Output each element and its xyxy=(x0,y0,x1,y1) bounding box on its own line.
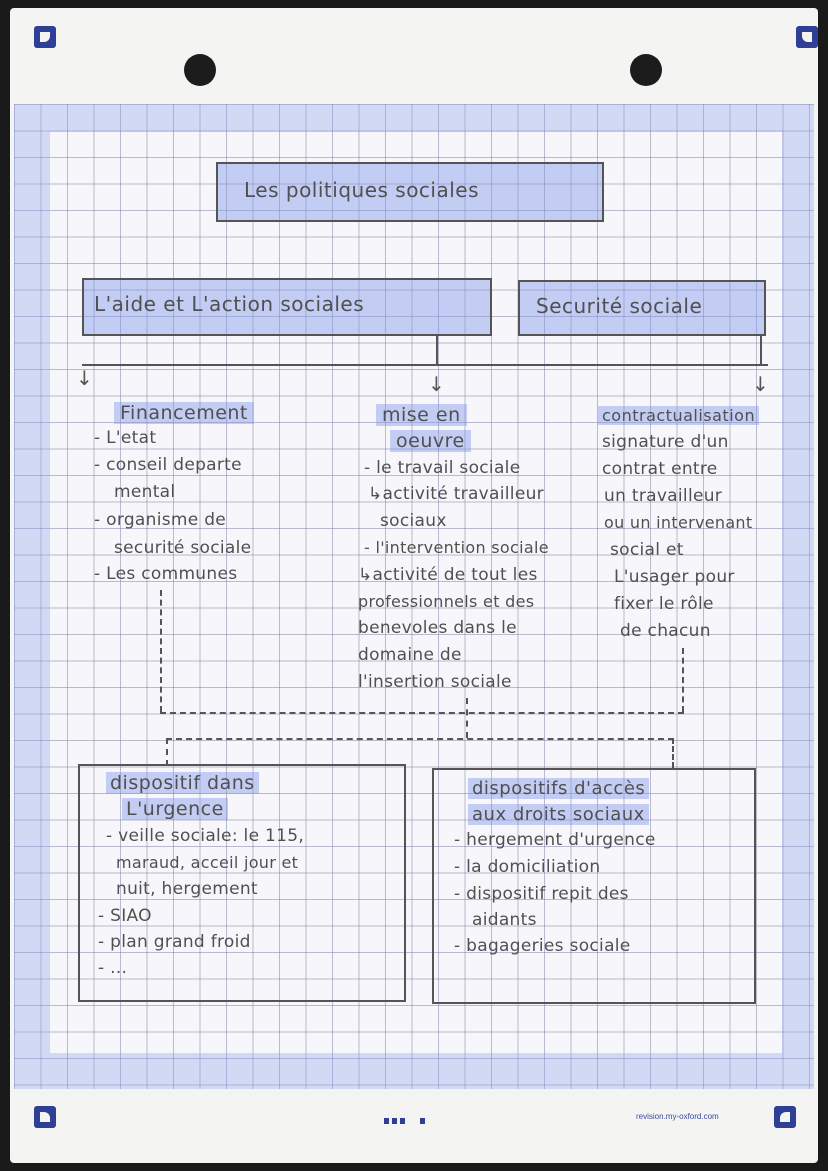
heading-mise-en-oeuvre-2: oeuvre xyxy=(390,430,471,452)
list-item: L'usager pour xyxy=(614,567,735,587)
list-item: aidants xyxy=(472,910,537,930)
page-indicator-icon xyxy=(384,1118,425,1124)
heading-urgence-1: dispositif dans xyxy=(106,772,259,794)
dashed-connector xyxy=(672,738,674,768)
dashed-connector xyxy=(166,738,674,740)
list-item: ↳activité de tout les xyxy=(358,565,538,585)
list-item: securité sociale xyxy=(114,538,252,558)
margin-band-bottom xyxy=(14,1053,814,1089)
dashed-connector xyxy=(160,712,684,714)
list-item: signature d'un xyxy=(602,432,729,452)
list-item: - conseil departe xyxy=(94,455,242,475)
connector-horizontal xyxy=(82,364,768,366)
list-item: domaine de xyxy=(358,645,462,665)
list-item: nuit, hergement xyxy=(116,879,258,899)
footer-site: revision.my-oxford.com xyxy=(636,1112,719,1121)
list-item: - bagageries sociale xyxy=(454,936,631,956)
list-item: - plan grand froid xyxy=(98,932,251,952)
punch-hole-left xyxy=(184,54,216,86)
heading-acces-droits-2: aux droits sociaux xyxy=(468,804,649,825)
heading-contractualisation: contractualisation xyxy=(598,406,759,425)
corner-marker-bottom-right-icon xyxy=(774,1106,796,1128)
dashed-connector xyxy=(166,738,168,766)
dashed-connector xyxy=(160,590,162,712)
list-item: - ... xyxy=(98,958,128,978)
connector-from-aide xyxy=(436,336,438,364)
list-item: social et xyxy=(610,540,684,560)
list-item: ou un intervenant xyxy=(604,513,753,532)
list-item: - la domiciliation xyxy=(454,857,601,877)
list-item: - hergement d'urgence xyxy=(454,830,656,850)
list-item: - veille sociale: le 115, xyxy=(106,826,305,846)
corner-marker-top-left-icon xyxy=(34,26,56,48)
list-item: - dispositif repit des xyxy=(454,884,629,904)
corner-marker-top-right-icon xyxy=(796,26,818,48)
corner-marker-bottom-left-icon xyxy=(34,1106,56,1128)
list-item: contrat entre xyxy=(602,459,718,479)
dashed-connector xyxy=(682,648,684,712)
punch-hole-right xyxy=(630,54,662,86)
list-item: mental xyxy=(114,482,176,502)
list-item: - SIAO xyxy=(98,906,152,926)
page-title: Les politiques sociales xyxy=(244,178,480,202)
list-item: benevoles dans le xyxy=(358,618,517,638)
notebook-page xyxy=(10,8,818,1163)
heading-acces-droits-1: dispositifs d'accès xyxy=(468,778,649,799)
dashed-connector xyxy=(466,698,468,738)
arrow-down-icon: ↓ xyxy=(76,366,93,390)
list-item: - Les communes xyxy=(94,564,238,584)
connector-from-securite xyxy=(760,336,762,364)
arrow-down-icon: ↓ xyxy=(428,372,445,396)
list-item: - L'etat xyxy=(94,428,157,448)
margin-band-right xyxy=(782,132,814,1053)
list-item: sociaux xyxy=(380,511,447,531)
heading-financement: Financement xyxy=(114,402,254,424)
list-item: - organisme de xyxy=(94,510,227,530)
margin-band-top xyxy=(14,104,814,132)
list-item: professionnels et des xyxy=(358,592,535,611)
margin-band-left xyxy=(14,132,50,1053)
list-item: un travailleur xyxy=(604,486,723,506)
arrow-down-icon: ↓ xyxy=(752,372,769,396)
heading-urgence-2: L'urgence xyxy=(122,798,228,820)
list-item: - le travail sociale xyxy=(364,458,521,478)
list-item: l'insertion sociale xyxy=(358,672,512,692)
branch-label-securite-sociale: Securité sociale xyxy=(536,294,703,318)
list-item: maraud, acceil jour et xyxy=(116,853,299,872)
list-item: fixer le rôle xyxy=(614,594,714,614)
heading-mise-en-oeuvre-1: mise en xyxy=(376,404,467,426)
list-item: ↳activité travailleur xyxy=(368,484,544,504)
branch-label-aide-action: L'aide et L'action sociales xyxy=(94,292,365,316)
list-item: de chacun xyxy=(620,621,711,641)
list-item: - l'intervention sociale xyxy=(364,538,549,557)
